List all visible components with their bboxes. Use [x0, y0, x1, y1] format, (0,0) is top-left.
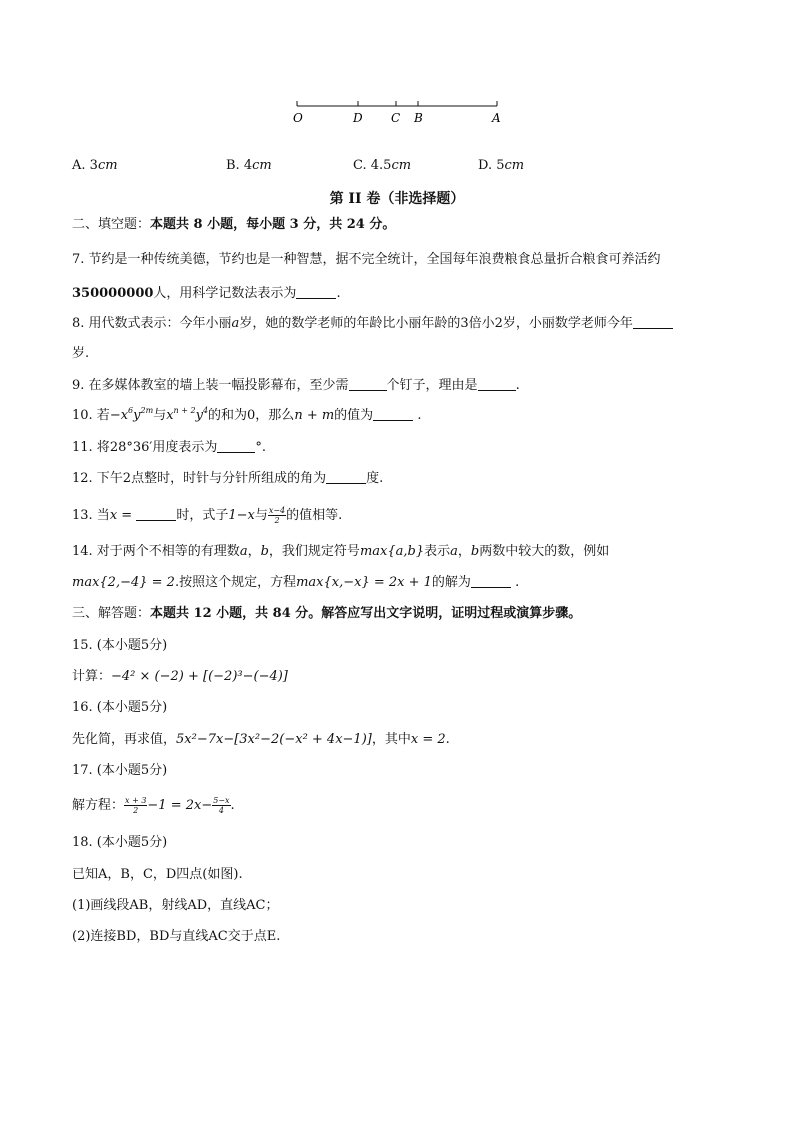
fill-blank-header: 二、填空题：本题共 8 小题，每小题 3 分，共 24 分。 — [72, 217, 396, 232]
question-17-title: 17. (本小题5分) — [72, 763, 168, 778]
question-12: 12. 下午2点整时，时针与分针所组成的角为 度. — [72, 471, 384, 486]
point-label-c: C — [391, 111, 401, 125]
question-11: 11. 将28°36′用度表示为 °. — [72, 440, 267, 455]
question-15-body: 计算：−4² × (−2) + [(−2)³−(−4)] — [72, 669, 288, 684]
q11-answer-blank[interactable] — [217, 439, 255, 453]
q10-term-2: $x^{n + 2}y^4$ — [166, 406, 209, 423]
q7-answer-blank[interactable] — [296, 285, 336, 299]
question-18-title: 18. (本小题5分) — [72, 835, 168, 850]
section-2-title: 第 II 卷（非选择题） — [329, 191, 465, 207]
q10-answer-blank[interactable] — [373, 407, 413, 421]
point-label-o: O — [293, 111, 303, 125]
question-8-line1: 8. 用代数式表示：今年小丽a岁，她的数学老师的年龄比小丽年龄的3倍小2岁，小丽数学老师今年 — [72, 315, 673, 333]
question-14-line1: 14. 对于两个不相等的有理数a，b，我们规定符号max{a,b}表示a，b两数中较大的数，例如 — [72, 544, 610, 559]
q12-answer-blank[interactable] — [326, 470, 366, 484]
question-13: 13. 当x = 时，式子1−x与 $\frac{x-4}{2}$ 的值相等. — [72, 506, 343, 525]
line-segment-figure — [285, 96, 515, 130]
question-15-title: 15. (本小题5分) — [72, 638, 168, 653]
question-17-body: 解方程： $\frac{x + 3}{2}$ −1 = 2x− $\frac{5-x}{4}$ . — [72, 796, 235, 815]
point-label-d: D — [353, 111, 363, 125]
question-9: 9. 在多媒体教室的墙上装一幅投影幕布，至少需 个钉子，理由是 . — [72, 378, 520, 393]
answer-choices — [72, 158, 552, 176]
q9-blank-1[interactable] — [349, 377, 387, 391]
point-label-b: B — [414, 111, 423, 125]
q9-blank-2[interactable] — [478, 377, 516, 391]
q10-term-1: $-x^6y^{2m}$ — [109, 406, 154, 423]
question-8-line2: 岁. — [72, 346, 90, 361]
q14-answer-blank[interactable] — [471, 574, 511, 588]
question-16-title: 16. (本小题5分) — [72, 700, 168, 715]
q17-fraction-2: $\frac{5-x}{4}$ — [213, 796, 230, 815]
q13-answer-blank[interactable] — [136, 507, 176, 521]
question-18-line1: 已知A，B，C，D四点(如图). — [72, 867, 243, 882]
question-18-part2: (2)连接BD，BD与直线AC交于点E. — [72, 929, 281, 944]
choice-c[interactable]: C. 4.5cm — [353, 158, 412, 173]
question-7-line1: 7. 节约是一种传统美德，节约也是一种智慧，据不完全统计，全国每年浪费粮食总量折合粮食可养活约 — [72, 252, 661, 267]
q17-fraction-1: $\frac{x + 3}{2}$ — [125, 796, 147, 815]
point-label-a: A — [492, 111, 501, 125]
solve-header: 三、解答题：本题共 12 小题，共 84 分。解答应写出文字说明，证明过程或演算步骤。 — [72, 606, 582, 621]
choice-d[interactable]: D. 5cm — [478, 158, 525, 173]
choice-a[interactable]: A. 3cm — [72, 158, 118, 173]
question-16-body: 先化简，再求值，5x²−7x−[3x²−2(−x² + 4x−1)]，其中x = 2. — [72, 732, 450, 747]
question-18-part1: (1)画线段AB，射线AD，直线AC； — [72, 898, 279, 913]
q13-fraction: $\frac{x-4}{2}$ — [268, 506, 286, 525]
choice-b[interactable]: B. 4cm — [226, 158, 272, 173]
q8-answer-blank[interactable] — [633, 315, 673, 329]
question-14-line2: max{2,−4} = 2.按照这个规定，方程max{x,−x} = 2x + 1的解为 . — [72, 575, 520, 590]
question-7-line2: 350000000人，用科学记数法表示为 . — [72, 286, 341, 301]
question-10: 10. 若$-x^6y^{2m}$与$x^{n + 2}y^4$的和为0，那么n + m的值为 . — [72, 406, 422, 423]
